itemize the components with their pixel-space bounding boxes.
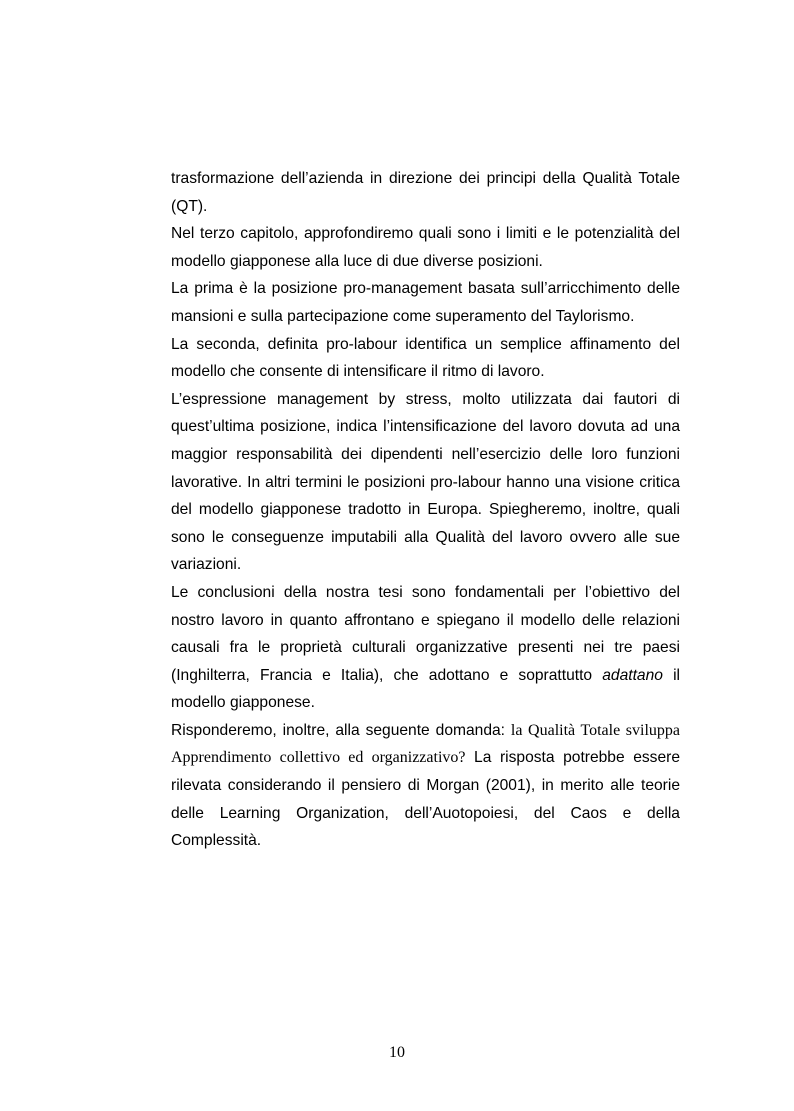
conclusions-text-end: il modello giapponese. xyxy=(171,666,680,712)
conclusions-text: Le conclusioni della nostra tesi sono fondamentali per l’obiettivo del nostro lavoro in quanto affrontano e spiegano il modello delle relazioni causali fra le proprietà culturali organizzative presenti nei tre paesi (Inghilterra, Francia e Italia), che adottano e soprattutto xyxy=(171,583,680,684)
page-number: 10 xyxy=(389,1044,405,1061)
paragraph-pro-management: La prima è la posizione pro-management basata sull’arricchimento delle mansioni e sulla partecipazione come superamento del Taylorismo. xyxy=(171,280,680,325)
conclusions-emphasis: adattano xyxy=(602,666,663,684)
question-serif-text: la Qualità Totale sviluppa Apprendimento collettivo ed organizzativo? xyxy=(171,721,680,767)
question-intro: Risponderemo, inoltre, alla seguente domanda: xyxy=(171,721,511,739)
paragraph-conclusions xyxy=(171,579,680,717)
paragraph-question xyxy=(171,717,680,855)
page-body xyxy=(171,165,680,855)
question-answer: La risposta potrebbe essere rilevata considerando il pensiero di Morgan (2001), in merito alle teorie delle Learning Organization, dell’Auotopoiesi, del Caos e della Complessità. xyxy=(171,749,681,850)
paragraph-management-by-stress: L’espressione management by stress, molto utilizzata dai fautori di quest’ultima posizione, indica l’intensificazione del lavoro dovuta ad una maggior responsabilità dei dipendenti nell’esercizio delle loro funzioni lavorative. In altri termini le posizioni pro-labour hanno una visione critica del modello giapponese tradotto in Europa. Spiegheremo, inoltre, quali sono le conseguenze imputabili alla Qualità del lavoro ovvero alle sue variazioni. xyxy=(171,390,680,574)
paragraph-third-chapter: Nel terzo capitolo, approfondiremo quali sono i limiti e le potenzialità del modello giapponese alla luce di due diverse posizioni. xyxy=(171,225,680,270)
paragraph-qt: trasformazione dell’azienda in direzione dei principi della Qualità Totale (QT). xyxy=(171,170,680,215)
paragraph-pro-labour: La seconda, definita pro-labour identifica un semplice affinamento del modello che consente di intensificare il ritmo di lavoro. xyxy=(171,335,680,381)
